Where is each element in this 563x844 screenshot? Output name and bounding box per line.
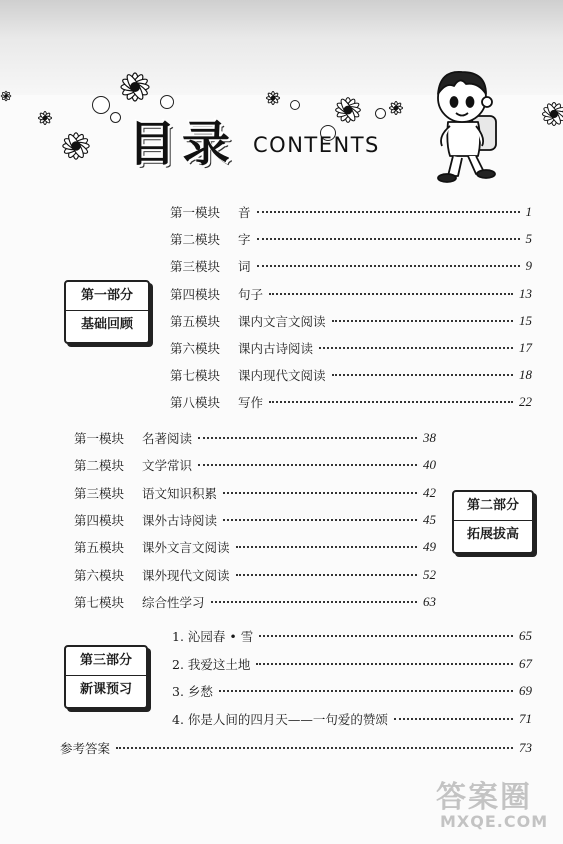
toc-module: 第七模块 — [170, 368, 221, 384]
toc-title: 课外古诗阅读 — [142, 512, 218, 528]
toc-entry[interactable] — [74, 537, 436, 557]
toc-title: 课内现代文阅读 — [238, 368, 326, 384]
toc-module: 第六模块 — [74, 567, 125, 583]
toc-entry[interactable] — [170, 311, 532, 331]
toc-title: 语文知识积累 — [142, 485, 218, 501]
toc-page: 49 — [423, 539, 436, 555]
leader-dots — [223, 519, 417, 521]
toc-entry[interactable] — [172, 654, 532, 674]
bubble-decoration — [375, 108, 386, 119]
toc-title: 4. 你是人间的四月天——一句爱的赞颂 — [172, 711, 388, 727]
leader-dots — [259, 635, 513, 637]
leader-dots — [116, 747, 513, 749]
toc-entry[interactable] — [170, 284, 532, 304]
toc-entry[interactable] — [170, 392, 532, 412]
toc-entry[interactable] — [170, 229, 532, 249]
toc-page: 1 — [525, 204, 532, 219]
watermark-logo: 答案圈 — [436, 780, 532, 815]
answers-page: 73 — [519, 740, 532, 755]
leader-dots — [332, 320, 513, 322]
part3-label-line1: 第三部分 — [66, 647, 146, 676]
toc-title: 文学常识 — [142, 458, 193, 474]
toc-page: 71 — [519, 710, 532, 726]
watermark-url: MXQE.COM — [440, 812, 549, 831]
toc-title: 词 — [238, 259, 251, 275]
part1-label-line2: 基础回顾 — [80, 317, 133, 332]
answers-title: 参考答案 — [60, 741, 111, 756]
leader-dots — [269, 401, 513, 403]
leader-dots — [256, 663, 513, 665]
toc-title: 综合性学习 — [142, 594, 205, 610]
part2-label — [452, 490, 534, 554]
toc-module: 第五模块 — [170, 313, 221, 329]
toc-module: 第四模块 — [74, 512, 125, 528]
leader-dots — [236, 574, 417, 576]
toc-entry[interactable] — [74, 483, 436, 503]
leader-dots — [223, 492, 417, 494]
toc-page: 45 — [423, 511, 436, 527]
toc-page: 38 — [423, 430, 436, 445]
toc-page: 42 — [423, 484, 436, 500]
toc-entry[interactable] — [172, 681, 532, 701]
leader-dots — [198, 464, 417, 466]
leader-dots — [319, 347, 513, 349]
flower-icon — [388, 100, 404, 116]
toc-page: 15 — [519, 312, 532, 328]
toc-module: 第二模块 — [74, 458, 125, 474]
toc-module: 第四模块 — [170, 286, 221, 302]
toc-module: 第二模块 — [170, 232, 221, 248]
part2-label-line1: 第二部分 — [454, 492, 532, 521]
leader-dots — [257, 265, 520, 267]
toc-module: 第五模块 — [74, 540, 125, 556]
toc-title: 句子 — [238, 286, 264, 302]
toc-title: 字 — [238, 232, 251, 248]
toc-module: 第七模块 — [74, 594, 125, 610]
toc-entry[interactable] — [74, 510, 436, 530]
toc-entry[interactable] — [170, 338, 532, 358]
toc-page: 52 — [423, 566, 436, 582]
flower-icon — [60, 130, 92, 162]
toc-module: 第三模块 — [170, 259, 221, 275]
flower-icon — [118, 70, 152, 104]
leader-dots — [394, 718, 513, 720]
toc-title: 写作 — [238, 395, 264, 411]
part3-label-line2: 新课预习 — [79, 682, 132, 697]
leader-dots — [236, 546, 417, 548]
leader-dots — [198, 437, 417, 439]
page-title: 目录 — [128, 116, 237, 172]
toc-page: 13 — [519, 285, 532, 301]
toc-entry[interactable] — [170, 365, 532, 385]
toc-page: 63 — [423, 593, 436, 609]
toc-title: 1. 沁园春 • 雪 — [172, 629, 254, 644]
flower-icon — [0, 90, 12, 102]
toc-page: 69 — [519, 683, 532, 699]
bubble-decoration — [290, 100, 300, 110]
toc-module: 第八模块 — [170, 395, 221, 411]
toc-page: 5 — [525, 231, 532, 247]
toc-title: 2. 我爱这土地 — [172, 656, 251, 672]
bubble-decoration — [110, 112, 121, 123]
student-illustration — [420, 64, 510, 189]
part3-label — [64, 645, 148, 709]
leader-dots — [332, 374, 513, 376]
leader-dots — [269, 293, 513, 295]
part1-label — [64, 280, 150, 344]
toc-title: 名著阅读 — [142, 431, 193, 446]
flower-icon — [540, 100, 563, 128]
toc-page: 67 — [519, 655, 532, 671]
toc-entry[interactable] — [170, 256, 532, 276]
toc-title: 音 — [238, 205, 251, 220]
toc-entry[interactable] — [170, 202, 532, 222]
toc-entry[interactable] — [172, 626, 532, 646]
toc-page: 18 — [519, 367, 532, 383]
toc-page: 9 — [525, 258, 532, 274]
toc-entry[interactable] — [172, 709, 532, 729]
flower-icon — [265, 90, 281, 106]
toc-module: 第三模块 — [74, 485, 125, 501]
leader-dots — [257, 238, 520, 240]
part1-label-line1: 第一部分 — [66, 282, 148, 311]
toc-entry[interactable] — [74, 455, 436, 475]
toc-entry[interactable] — [74, 565, 436, 585]
answers-entry[interactable] — [60, 738, 532, 758]
toc-page: 65 — [519, 628, 532, 643]
toc-title: 课内文言文阅读 — [238, 313, 326, 329]
flower-icon — [37, 110, 53, 126]
toc-page: 22 — [519, 394, 532, 410]
toc-title: 课外文言文阅读 — [142, 540, 230, 556]
part2-label-line2: 拓展拔高 — [466, 527, 519, 542]
page-subtitle: CONTENTS — [253, 133, 380, 157]
flower-icon — [333, 95, 363, 125]
toc-module: 第六模块 — [170, 341, 221, 356]
toc-title: 3. 乡愁 — [172, 684, 213, 700]
toc-module: 第一模块 — [170, 205, 221, 220]
leader-dots — [211, 601, 417, 603]
leader-dots — [257, 211, 520, 213]
toc-page: 40 — [423, 457, 436, 473]
toc-page: 17 — [519, 340, 532, 355]
toc-title: 课外现代文阅读 — [142, 567, 230, 583]
toc-entry[interactable] — [74, 592, 436, 612]
bubble-decoration — [92, 96, 110, 114]
toc-entry[interactable] — [74, 428, 436, 448]
leader-dots — [219, 690, 513, 692]
toc-title: 课内古诗阅读 — [238, 341, 314, 356]
toc-module: 第一模块 — [74, 431, 125, 446]
